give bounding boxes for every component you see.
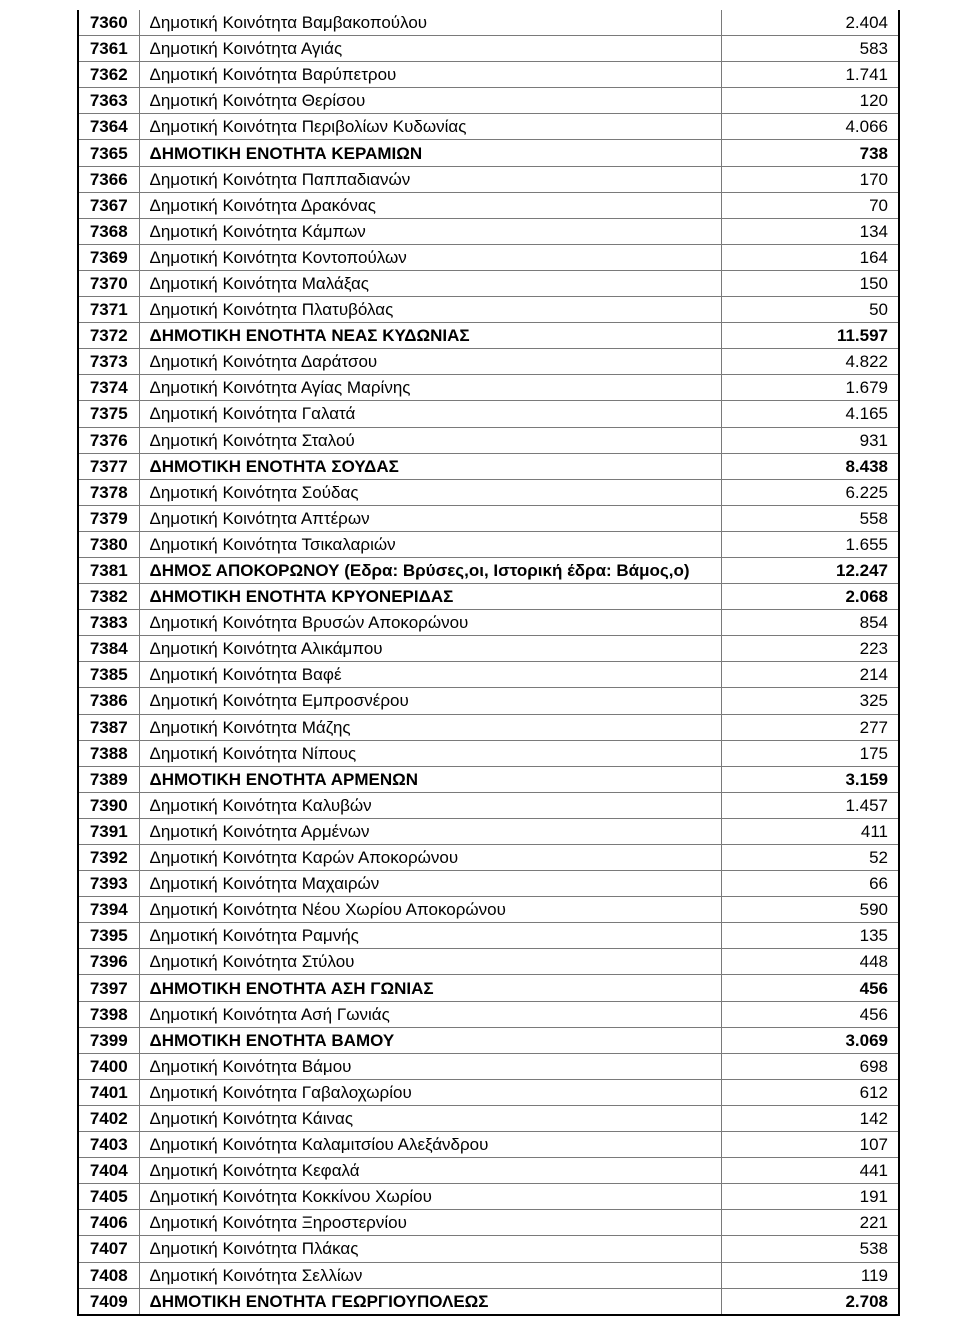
table-row	[78, 1288, 899, 1315]
row-code: 7404	[78, 1158, 139, 1184]
row-value: 698	[721, 1053, 899, 1079]
row-value: 538	[721, 1236, 899, 1262]
row-value: 1.457	[721, 792, 899, 818]
row-value: 214	[721, 662, 899, 688]
row-value: 119	[721, 1262, 899, 1288]
row-name: Δημοτική Κοινότητα Στύλου	[139, 949, 721, 975]
table-row	[78, 871, 899, 897]
row-name: Δημοτική Κοινότητα Δαράτσου	[139, 349, 721, 375]
table-row	[78, 244, 899, 270]
row-value: 4.066	[721, 114, 899, 140]
row-code: 7391	[78, 818, 139, 844]
row-code: 7378	[78, 479, 139, 505]
row-value: 411	[721, 818, 899, 844]
row-value: 164	[721, 244, 899, 270]
row-value: 170	[721, 166, 899, 192]
row-name: ΔΗΜΟΤΙΚΗ ΕΝΟΤΗΤΑ ΒΑΜΟΥ	[139, 1027, 721, 1053]
row-code: 7383	[78, 610, 139, 636]
row-code: 7366	[78, 166, 139, 192]
row-value: 221	[721, 1210, 899, 1236]
row-code: 7372	[78, 323, 139, 349]
table-row	[78, 349, 899, 375]
row-value: 277	[721, 714, 899, 740]
table-row	[78, 427, 899, 453]
row-code: 7368	[78, 218, 139, 244]
row-name: Δημοτική Κοινότητα Απτέρων	[139, 505, 721, 531]
row-name: Δημοτική Κοινότητα Περιβολίων Κυδωνίας	[139, 114, 721, 140]
row-value: 142	[721, 1105, 899, 1131]
row-name: Δημοτική Κοινότητα Μαχαιρών	[139, 871, 721, 897]
row-code: 7373	[78, 349, 139, 375]
row-code: 7370	[78, 270, 139, 296]
row-code: 7382	[78, 584, 139, 610]
row-value: 134	[721, 218, 899, 244]
table-row	[78, 36, 899, 62]
population-table	[77, 10, 900, 1316]
row-name: Δημοτική Κοινότητα Πλατυβόλας	[139, 297, 721, 323]
row-value: 441	[721, 1158, 899, 1184]
row-name: Δημοτική Κοινότητα Βρυσών Αποκορώνου	[139, 610, 721, 636]
row-name: Δημοτική Κοινότητα Κάινας	[139, 1105, 721, 1131]
table-row	[78, 1053, 899, 1079]
row-code: 7380	[78, 531, 139, 557]
table-row	[78, 62, 899, 88]
row-name: Δημοτική Κοινότητα Ξηροστερνίου	[139, 1210, 721, 1236]
table-row	[78, 1001, 899, 1027]
row-code: 7394	[78, 897, 139, 923]
row-code: 7406	[78, 1210, 139, 1236]
row-name: ΔΗΜΟΤΙΚΗ ΕΝΟΤΗΤΑ ΚΡΥΟΝΕΡΙΔΑΣ	[139, 584, 721, 610]
table-row	[78, 740, 899, 766]
table-row	[78, 949, 899, 975]
table-row	[78, 845, 899, 871]
row-value: 4.165	[721, 401, 899, 427]
table-row	[78, 1184, 899, 1210]
table-row	[78, 1132, 899, 1158]
row-code: 7392	[78, 845, 139, 871]
row-name: Δημοτική Κοινότητα Αγίας Μαρίνης	[139, 375, 721, 401]
row-value: 583	[721, 36, 899, 62]
row-name: Δημοτική Κοινότητα Καλαμιτσίου Αλεξάνδρου	[139, 1132, 721, 1158]
table-row	[78, 766, 899, 792]
row-name: Δημοτική Κοινότητα Πλάκας	[139, 1236, 721, 1262]
table-row	[78, 531, 899, 557]
table-row	[78, 636, 899, 662]
table-row	[78, 166, 899, 192]
row-value: 738	[721, 140, 899, 166]
row-name: Δημοτική Κοινότητα Κοντοπούλων	[139, 244, 721, 270]
table-row	[78, 10, 899, 36]
row-value: 1.741	[721, 62, 899, 88]
table-body	[78, 10, 899, 1315]
row-value: 325	[721, 688, 899, 714]
row-name: Δημοτική Κοινότητα Μαλάξας	[139, 270, 721, 296]
row-value: 107	[721, 1132, 899, 1158]
row-value: 1.655	[721, 531, 899, 557]
row-name: ΔΗΜΟΤΙΚΗ ΕΝΟΤΗΤΑ ΑΡΜΕΝΩΝ	[139, 766, 721, 792]
row-code: 7362	[78, 62, 139, 88]
row-code: 7402	[78, 1105, 139, 1131]
table-row	[78, 1105, 899, 1131]
table-row	[78, 114, 899, 140]
row-name: Δημοτική Κοινότητα Κεφαλά	[139, 1158, 721, 1184]
row-name: Δημοτική Κοινότητα Βαμβακοπούλου	[139, 10, 721, 36]
table-row	[78, 792, 899, 818]
row-name: Δημοτική Κοινότητα Γαβαλοχωρίου	[139, 1079, 721, 1105]
table-row	[78, 505, 899, 531]
row-value: 3.069	[721, 1027, 899, 1053]
row-code: 7405	[78, 1184, 139, 1210]
row-code: 7399	[78, 1027, 139, 1053]
row-code: 7364	[78, 114, 139, 140]
table-row	[78, 584, 899, 610]
row-name: ΔΗΜΟΤΙΚΗ ΕΝΟΤΗΤΑ ΝΕΑΣ ΚΥΔΩΝΙΑΣ	[139, 323, 721, 349]
row-code: 7407	[78, 1236, 139, 1262]
row-code: 7360	[78, 10, 139, 36]
row-value: 11.597	[721, 323, 899, 349]
table-row	[78, 688, 899, 714]
row-name: Δημοτική Κοινότητα Σταλού	[139, 427, 721, 453]
table-row	[78, 1210, 899, 1236]
row-name: Δημοτική Κοινότητα Αρμένων	[139, 818, 721, 844]
row-value: 70	[721, 192, 899, 218]
row-name: Δημοτική Κοινότητα Εμπροσνέρου	[139, 688, 721, 714]
table-row	[78, 218, 899, 244]
row-name: Δημοτική Κοινότητα Νίπους	[139, 740, 721, 766]
row-value: 150	[721, 270, 899, 296]
row-value: 12.247	[721, 557, 899, 583]
table-row	[78, 975, 899, 1001]
table-row	[78, 1079, 899, 1105]
row-code: 7367	[78, 192, 139, 218]
row-code: 7389	[78, 766, 139, 792]
row-value: 175	[721, 740, 899, 766]
row-value: 8.438	[721, 453, 899, 479]
row-name: Δημοτική Κοινότητα Παππαδιανών	[139, 166, 721, 192]
row-value: 3.159	[721, 766, 899, 792]
row-code: 7390	[78, 792, 139, 818]
table-row	[78, 297, 899, 323]
table-row	[78, 1236, 899, 1262]
table-row	[78, 923, 899, 949]
table-row	[78, 1158, 899, 1184]
row-code: 7365	[78, 140, 139, 166]
table-row	[78, 714, 899, 740]
row-code: 7393	[78, 871, 139, 897]
row-value: 2.068	[721, 584, 899, 610]
table-row	[78, 270, 899, 296]
row-value: 66	[721, 871, 899, 897]
row-value: 2.404	[721, 10, 899, 36]
row-name: Δημοτική Κοινότητα Σούδας	[139, 479, 721, 505]
row-code: 7400	[78, 1053, 139, 1079]
row-value: 456	[721, 975, 899, 1001]
row-value: 4.822	[721, 349, 899, 375]
row-name: ΔΗΜΟΤΙΚΗ ΕΝΟΤΗΤΑ ΓΕΩΡΓΙΟΥΠΟΛΕΩΣ	[139, 1288, 721, 1315]
row-value: 2.708	[721, 1288, 899, 1315]
row-name: Δημοτική Κοινότητα Ραμνής	[139, 923, 721, 949]
table-row	[78, 557, 899, 583]
table-row	[78, 662, 899, 688]
row-code: 7363	[78, 88, 139, 114]
row-code: 7395	[78, 923, 139, 949]
row-value: 448	[721, 949, 899, 975]
table-row	[78, 192, 899, 218]
row-code: 7385	[78, 662, 139, 688]
row-name: Δημοτική Κοινότητα Σελλίων	[139, 1262, 721, 1288]
row-name: Δημοτική Κοινότητα Τσικαλαριών	[139, 531, 721, 557]
row-value: 1.679	[721, 375, 899, 401]
row-code: 7379	[78, 505, 139, 531]
row-name: Δημοτική Κοινότητα Κάμπων	[139, 218, 721, 244]
table-row	[78, 897, 899, 923]
row-code: 7401	[78, 1079, 139, 1105]
row-code: 7388	[78, 740, 139, 766]
row-code: 7369	[78, 244, 139, 270]
table-row	[78, 1262, 899, 1288]
row-value: 931	[721, 427, 899, 453]
row-name: Δημοτική Κοινότητα Νέου Χωρίου Αποκορώνου	[139, 897, 721, 923]
row-name: Δημοτική Κοινότητα Γαλατά	[139, 401, 721, 427]
row-name: Δημοτική Κοινότητα Δρακόνας	[139, 192, 721, 218]
row-name: ΔΗΜΟΣ ΑΠΟΚΟΡΩΝΟΥ (Εδρα: Βρύσες,οι, Ιστορική έδρα: Βάμος,ο)	[139, 557, 721, 583]
row-code: 7377	[78, 453, 139, 479]
row-code: 7376	[78, 427, 139, 453]
row-value: 558	[721, 505, 899, 531]
row-name: Δημοτική Κοινότητα Κοκκίνου Χωρίου	[139, 1184, 721, 1210]
table-row	[78, 140, 899, 166]
row-value: 191	[721, 1184, 899, 1210]
row-value: 590	[721, 897, 899, 923]
row-code: 7361	[78, 36, 139, 62]
row-name: ΔΗΜΟΤΙΚΗ ΕΝΟΤΗΤΑ ΑΣΗ ΓΩΝΙΑΣ	[139, 975, 721, 1001]
row-value: 223	[721, 636, 899, 662]
row-name: Δημοτική Κοινότητα Αγιάς	[139, 36, 721, 62]
row-name: Δημοτική Κοινότητα Βαφέ	[139, 662, 721, 688]
row-code: 7386	[78, 688, 139, 714]
row-value: 612	[721, 1079, 899, 1105]
row-code: 7371	[78, 297, 139, 323]
row-name: Δημοτική Κοινότητα Καρών Αποκορώνου	[139, 845, 721, 871]
table-row	[78, 610, 899, 636]
row-value: 6.225	[721, 479, 899, 505]
row-name: Δημοτική Κοινότητα Καλυβών	[139, 792, 721, 818]
table-row	[78, 88, 899, 114]
row-value: 456	[721, 1001, 899, 1027]
table-row	[78, 401, 899, 427]
row-code: 7403	[78, 1132, 139, 1158]
table-row	[78, 453, 899, 479]
table-row	[78, 323, 899, 349]
row-code: 7409	[78, 1288, 139, 1315]
row-value: 50	[721, 297, 899, 323]
row-code: 7374	[78, 375, 139, 401]
row-name: Δημοτική Κοινότητα Αλικάμπου	[139, 636, 721, 662]
row-name: Δημοτική Κοινότητα Μάζης	[139, 714, 721, 740]
row-name: ΔΗΜΟΤΙΚΗ ΕΝΟΤΗΤΑ ΣΟΥΔΑΣ	[139, 453, 721, 479]
row-code: 7408	[78, 1262, 139, 1288]
row-name: Δημοτική Κοινότητα Θερίσου	[139, 88, 721, 114]
row-code: 7381	[78, 557, 139, 583]
row-code: 7384	[78, 636, 139, 662]
row-name: Δημοτική Κοινότητα Βάμου	[139, 1053, 721, 1079]
table-row	[78, 479, 899, 505]
row-code: 7396	[78, 949, 139, 975]
row-code: 7397	[78, 975, 139, 1001]
table-row	[78, 1027, 899, 1053]
row-value: 854	[721, 610, 899, 636]
row-name: ΔΗΜΟΤΙΚΗ ΕΝΟΤΗΤΑ ΚΕΡΑΜΙΩΝ	[139, 140, 721, 166]
row-value: 120	[721, 88, 899, 114]
row-value: 52	[721, 845, 899, 871]
table-row	[78, 818, 899, 844]
row-value: 135	[721, 923, 899, 949]
table-row	[78, 375, 899, 401]
row-code: 7387	[78, 714, 139, 740]
row-code: 7398	[78, 1001, 139, 1027]
row-name: Δημοτική Κοινότητα Ασή Γωνιάς	[139, 1001, 721, 1027]
row-name: Δημοτική Κοινότητα Βαρύπετρου	[139, 62, 721, 88]
row-code: 7375	[78, 401, 139, 427]
